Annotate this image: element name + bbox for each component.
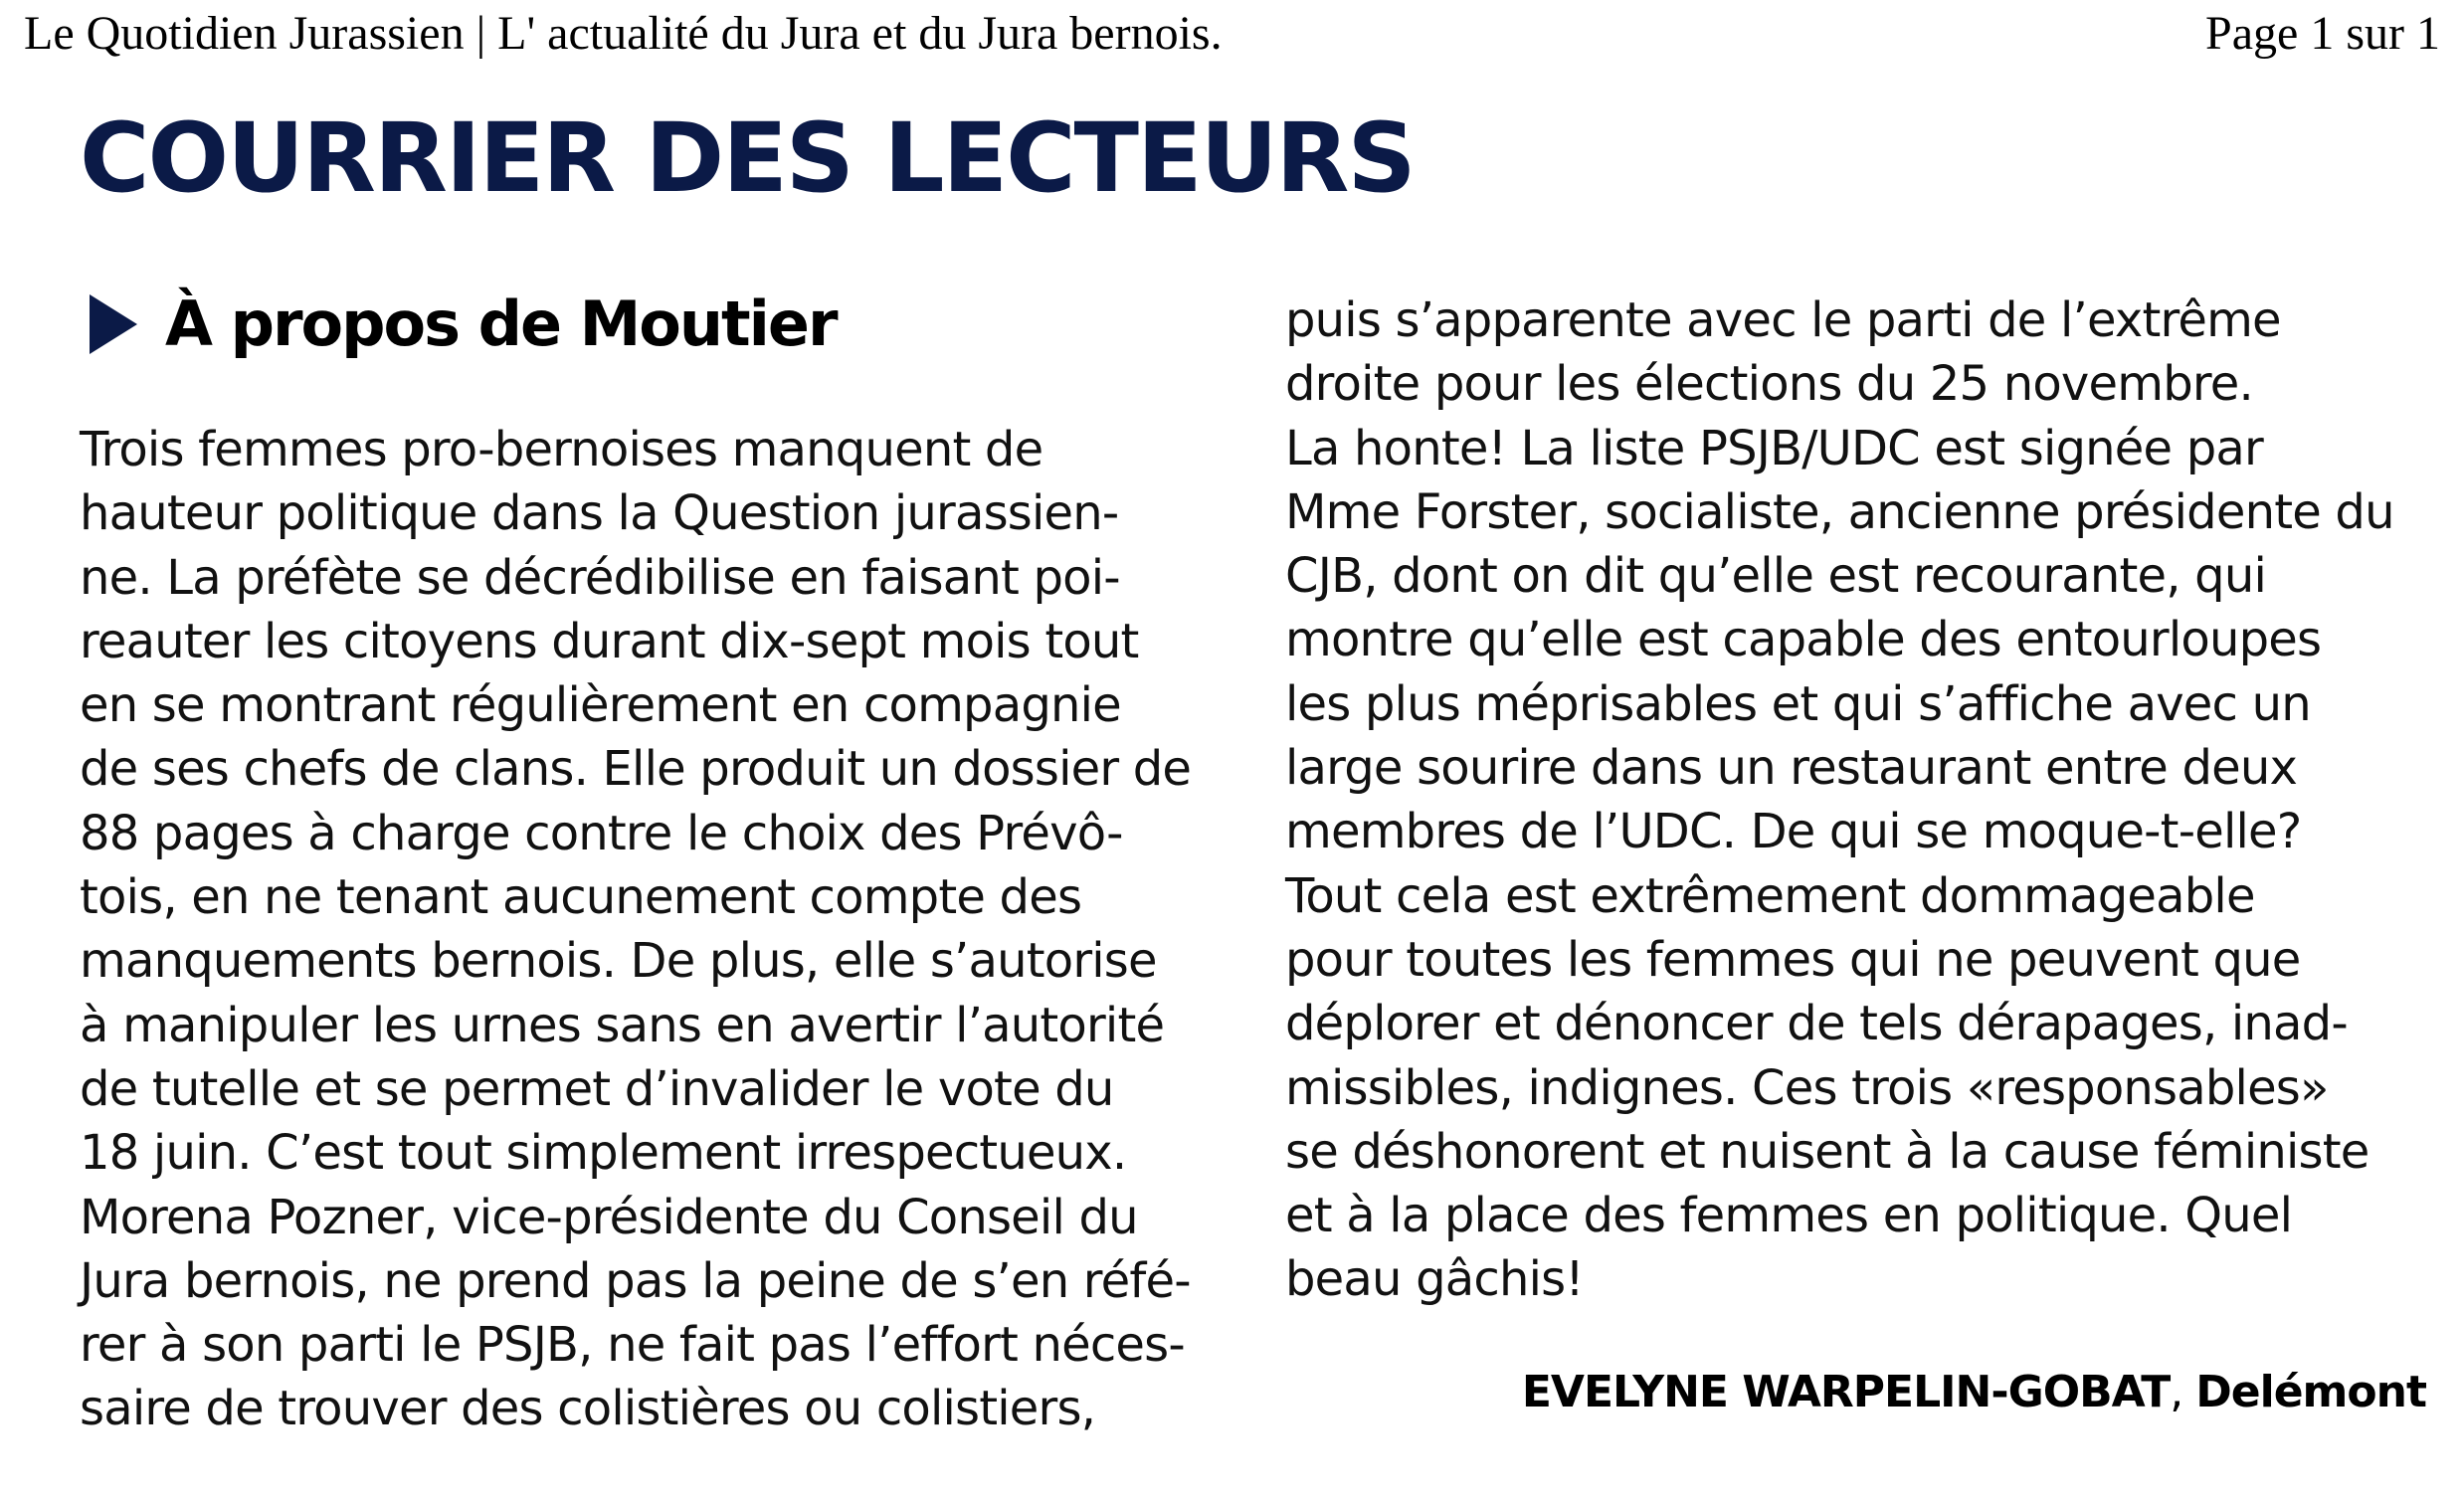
body-line: reauter les citoyens durant dix-sept mois tout [80, 613, 1139, 669]
body-line: 18 juin. C’est tout simplement irrespectueux. [80, 1125, 1127, 1182]
body-line: Trois femmes pro-bernoises manquent de [80, 422, 1043, 477]
body-line: ne. La préfète se décrédibilise en faisant poi- [80, 549, 1120, 606]
body-line: puis s’apparente avec le parti de l’extrême [1285, 292, 2281, 348]
body-line: à manipuler les urnes sans en avertir l’autorité [80, 997, 1165, 1053]
body-line: déplorer et dénoncer de tels dérapages, inad- [1285, 996, 2348, 1052]
body-line: missibles, indignes. Ces trois «responsables» [1285, 1059, 2329, 1116]
body-line: saire de trouver des colistières ou colistiers, [80, 1381, 1096, 1437]
body-line: rer à son parti le PSJB, ne fait pas l’effort néces- [80, 1317, 1185, 1374]
body-line: hauteur politique dans la Question jurassien- [80, 485, 1119, 542]
body-line: droite pour les élections du 25 novembre. [1285, 356, 2253, 413]
body-line: Morena Pozner, vice-présidente du Conseil du [80, 1189, 1138, 1245]
body-line: membres de l’UDC. De qui se moque-t-elle? [1285, 804, 2302, 860]
site-title: Le Quotidien Jurassien | L' actualité du Jura et du Jura bernois. [24, 7, 1223, 60]
body-line: Mme Forster, socialiste, ancienne présidente du [1285, 483, 2394, 540]
author-signature [1522, 1363, 2426, 1422]
body-line: large sourire dans un restaurant entre deux [1285, 740, 2298, 797]
triangle-right-icon [90, 294, 137, 354]
body-line: CJB, dont on dit qu’elle est recourante, qui [1285, 548, 2266, 605]
left-column [80, 418, 1233, 1441]
author-place: Delémont [2195, 1367, 2426, 1417]
signature-separator: , [2170, 1367, 2196, 1417]
body-line: se déshonorent et nuisent à la cause féministe [1285, 1123, 2369, 1180]
body-line: de tutelle et se permet d’invalider le vote du [80, 1060, 1114, 1117]
page-number: Page 1 sur 1 [2205, 7, 2440, 60]
body-line: 88 pages à charge contre le choix des Prévô- [80, 805, 1123, 861]
body-line: tois, en ne tenant aucunement compte des [80, 869, 1082, 926]
body-line: de ses chefs de clans. Elle produit un dossier de [80, 741, 1192, 798]
author-name: EVELYNE WARPELIN-GOBAT [1521, 1367, 2171, 1417]
print-header [24, 4, 2440, 64]
body-line: montre qu’elle est capable des entourloupes [1285, 612, 2322, 668]
body-line: les plus méprisables et qui s’affiche avec un [1285, 675, 2311, 732]
body-line: Jura bernois, ne prend pas la peine de s’en réfé- [80, 1252, 1191, 1309]
body-line: Tout cela est extrêmement dommageable [1285, 867, 2255, 924]
article-title [90, 284, 837, 364]
rubric-heading: COURRIER DES LECTEURS [80, 102, 1415, 214]
body-line: pour toutes les femmes qui ne peuvent que [1285, 931, 2301, 988]
article-title-text: À propos de Moutier [165, 287, 837, 360]
body-line: manquements bernois. De plus, elle s’autorise [80, 933, 1157, 990]
body-line: beau gâchis! [1285, 1251, 1584, 1308]
body-line: en se montrant régulièrement en compagnie [80, 677, 1121, 734]
body-line: La honte! La liste PSJB/UDC est signée par [1285, 420, 2263, 476]
body-line: et à la place des femmes en politique. Quel [1285, 1188, 2293, 1244]
right-column [1285, 288, 2439, 1312]
